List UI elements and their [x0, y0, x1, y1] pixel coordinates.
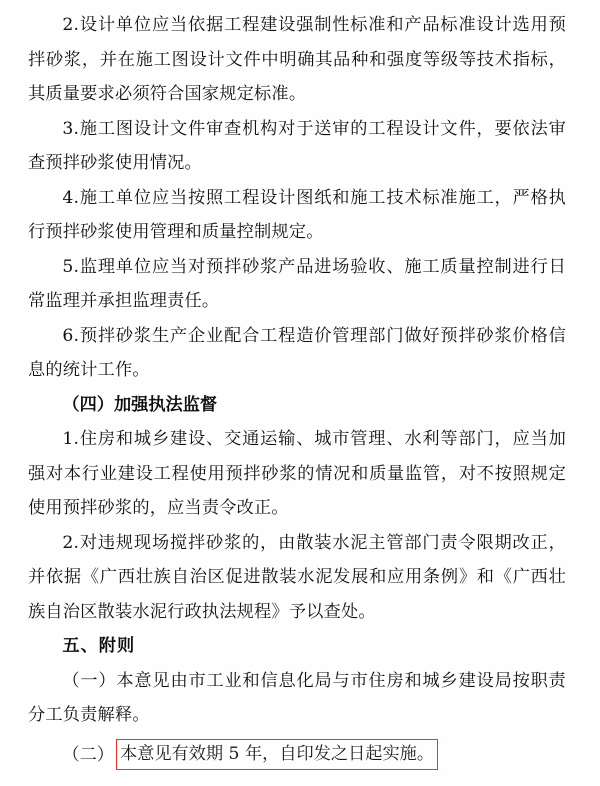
paragraph-enforce-item-1: 1.住房和城乡建设、交通运输、城市管理、水利等部门，应当加强对本行业建设工程使用预拌砂浆的情况和质量监管，对不按照规定使用预拌砂浆的，应当责令改正。 [28, 429, 566, 518]
paragraph-enforce-item-2: 2.对违规现场搅拌砂浆的，由散装水泥主管部门责令限期改正，并依据《广西壮族自治区促进散装水泥发展和应用条例》和《广西壮族自治区散装水泥行政执法规程》予以查处。 [28, 532, 566, 622]
paragraph-item-2: 2.设计单位应当依据工程建设强制性标准和产品标准设计选用预拌砂浆，并在施工图设计文件中明确其品种和强度等级等技术指标，其质量要求必须符合国家规定标准。 [28, 15, 566, 104]
section-heading-four: （四）加强执法监督 [62, 394, 218, 415]
paragraph-appendix-item-2 [28, 738, 566, 773]
paragraph-item-6: 6.预拌砂浆生产企业配合工程造价管理部门做好预拌砂浆价格信息的统计工作。 [28, 325, 566, 380]
paragraph-item-4: 4.施工单位应当按照工程设计图纸和施工技术标准施工，严格执行预拌砂浆使用管理和质量控制规定。 [28, 187, 566, 242]
appendix-item-2-prefix: （二） [62, 744, 114, 765]
highlighted-validity-text: 本意见有效期 5 年，自印发之日起实施。 [116, 739, 438, 770]
paragraph-item-5: 5.监理单位应当对预拌砂浆产品进场验收、施工质量控制进行日常监理并承担监理责任。 [28, 256, 566, 311]
paragraph-item-3: 3.施工图设计文件审查机构对于送审的工程设计文件，要依法审查预拌砂浆使用情况。 [28, 118, 566, 173]
spacer [28, 733, 566, 736]
section-heading-five: 五、附则 [62, 636, 136, 656]
paragraph-appendix-item-1: （一）本意见由市工业和信息化局与市住房和城乡建设局按职责分工负责解释。 [28, 670, 566, 725]
